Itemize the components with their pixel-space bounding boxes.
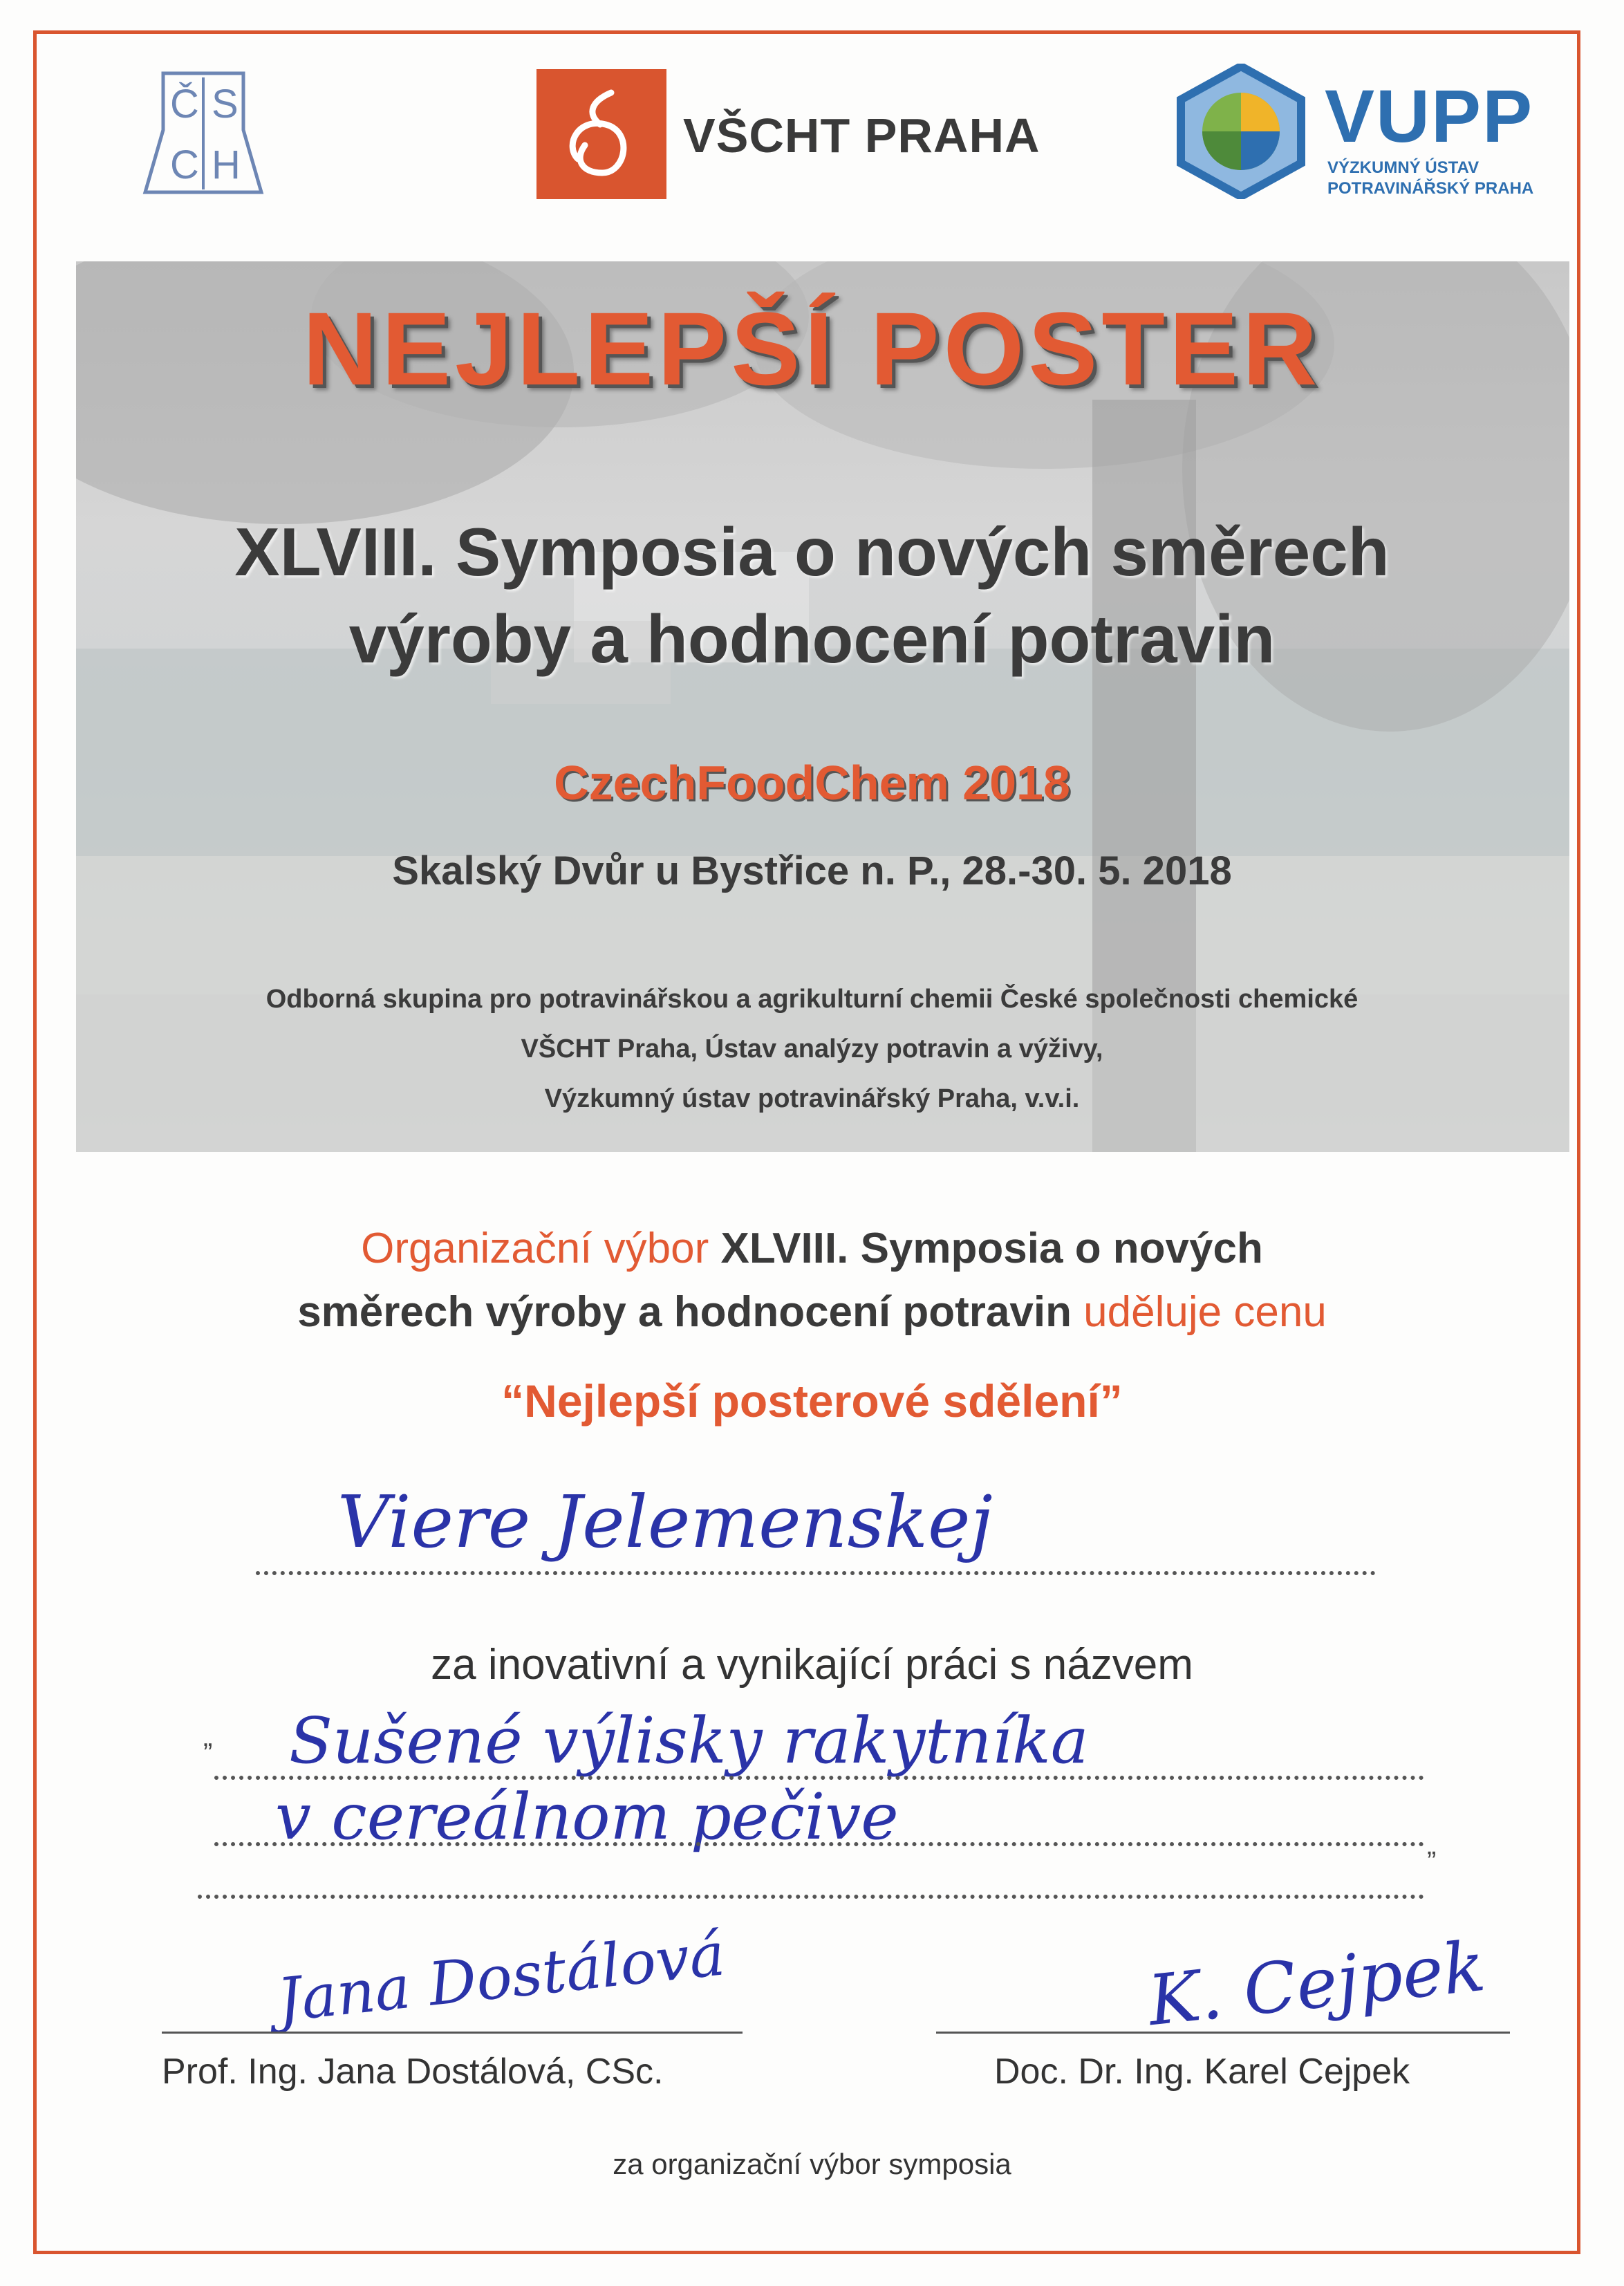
left-signature: Jana Dostálová [274, 1920, 729, 2036]
committee-statement-line2 [0, 1288, 1624, 1337]
svg-text:H: H [212, 142, 241, 187]
vscht-name: VŠCHT PRAHA [683, 109, 1040, 162]
vupp-sub-line2: POTRAVINÁŘSKÝ PRAHA [1327, 179, 1534, 198]
vupp-hexagon-icon [1175, 64, 1307, 199]
close-quote: ” [1427, 1846, 1437, 1877]
committee-symposium1: XLVIII. Symposia o nových [720, 1225, 1263, 1272]
symposium-title-line1: XLVIII. Symposia o nových směrech [234, 514, 1390, 590]
vupp-logo [1175, 64, 1534, 203]
vupp-sub-line1: VÝZKUMNÝ ÚSTAV [1327, 158, 1480, 177]
recipient-handwritten: Viere Jelemenskej [337, 1480, 993, 1564]
committee-label: Organizační výbor [361, 1225, 721, 1272]
footer-text: za organizační výbor symposia [613, 2148, 1011, 2180]
awards-prize-text: uděluje cenu [1071, 1288, 1327, 1336]
work-title-line2: v cereálnom pečive [275, 1780, 899, 1854]
symposium-title-line2: výroby a hodnocení potravin [348, 601, 1276, 677]
recipient-dotted-line [256, 1571, 1376, 1575]
right-signature-line [936, 2032, 1510, 2034]
svg-text:S: S [212, 82, 239, 127]
title-dotted-line2 [214, 1842, 1424, 1846]
committee-symposium2: směrech výroby a hodnocení potravin [297, 1288, 1072, 1336]
award-name: “Nejlepší posterové sdělení” [501, 1375, 1123, 1427]
committee-statement-line1 [0, 1224, 1624, 1273]
svg-text:C: C [170, 142, 199, 187]
organizers-line2: VŠCHT Praha, Ústav analýzy potravin a výživy, [521, 1034, 1103, 1063]
right-signature: K. Cejpek [1144, 1925, 1489, 2042]
open-quote: „ [203, 1722, 213, 1752]
vupp-subtitle [1327, 158, 1533, 199]
right-signatory-name: Doc. Dr. Ing. Karel Cejpek [994, 2052, 1410, 2092]
main-title: NEJLEPŠÍ POSTER [302, 290, 1322, 407]
event-name: CzechFoodChem 2018 [554, 756, 1070, 810]
left-signature-line [162, 2032, 743, 2034]
place-date: Skalský Dvůr u Bystřice n. P., 28.-30. 5. 2018 [392, 848, 1232, 893]
csch-logo [142, 68, 264, 198]
vupp-name: VUPP [1325, 74, 1534, 158]
svg-text:Č: Č [170, 82, 199, 127]
work-title-line1: Sušené výlisky rakytníka [289, 1704, 1089, 1778]
title-dotted-line3 [198, 1895, 1424, 1899]
left-signatory-name: Prof. Ing. Jana Dostálová, CSc. [162, 2052, 664, 2092]
vscht-mark-icon [536, 69, 666, 199]
for-work-text: za inovativní a vynikající práci s názvem [431, 1641, 1193, 1689]
organizers-line1: Odborná skupina pro potravinářskou a agrikulturní chemii České společnosti chemické [265, 985, 1359, 1014]
organizers-line3: Výzkumný ústav potravinářský Praha, v.v.i. [544, 1084, 1080, 1113]
